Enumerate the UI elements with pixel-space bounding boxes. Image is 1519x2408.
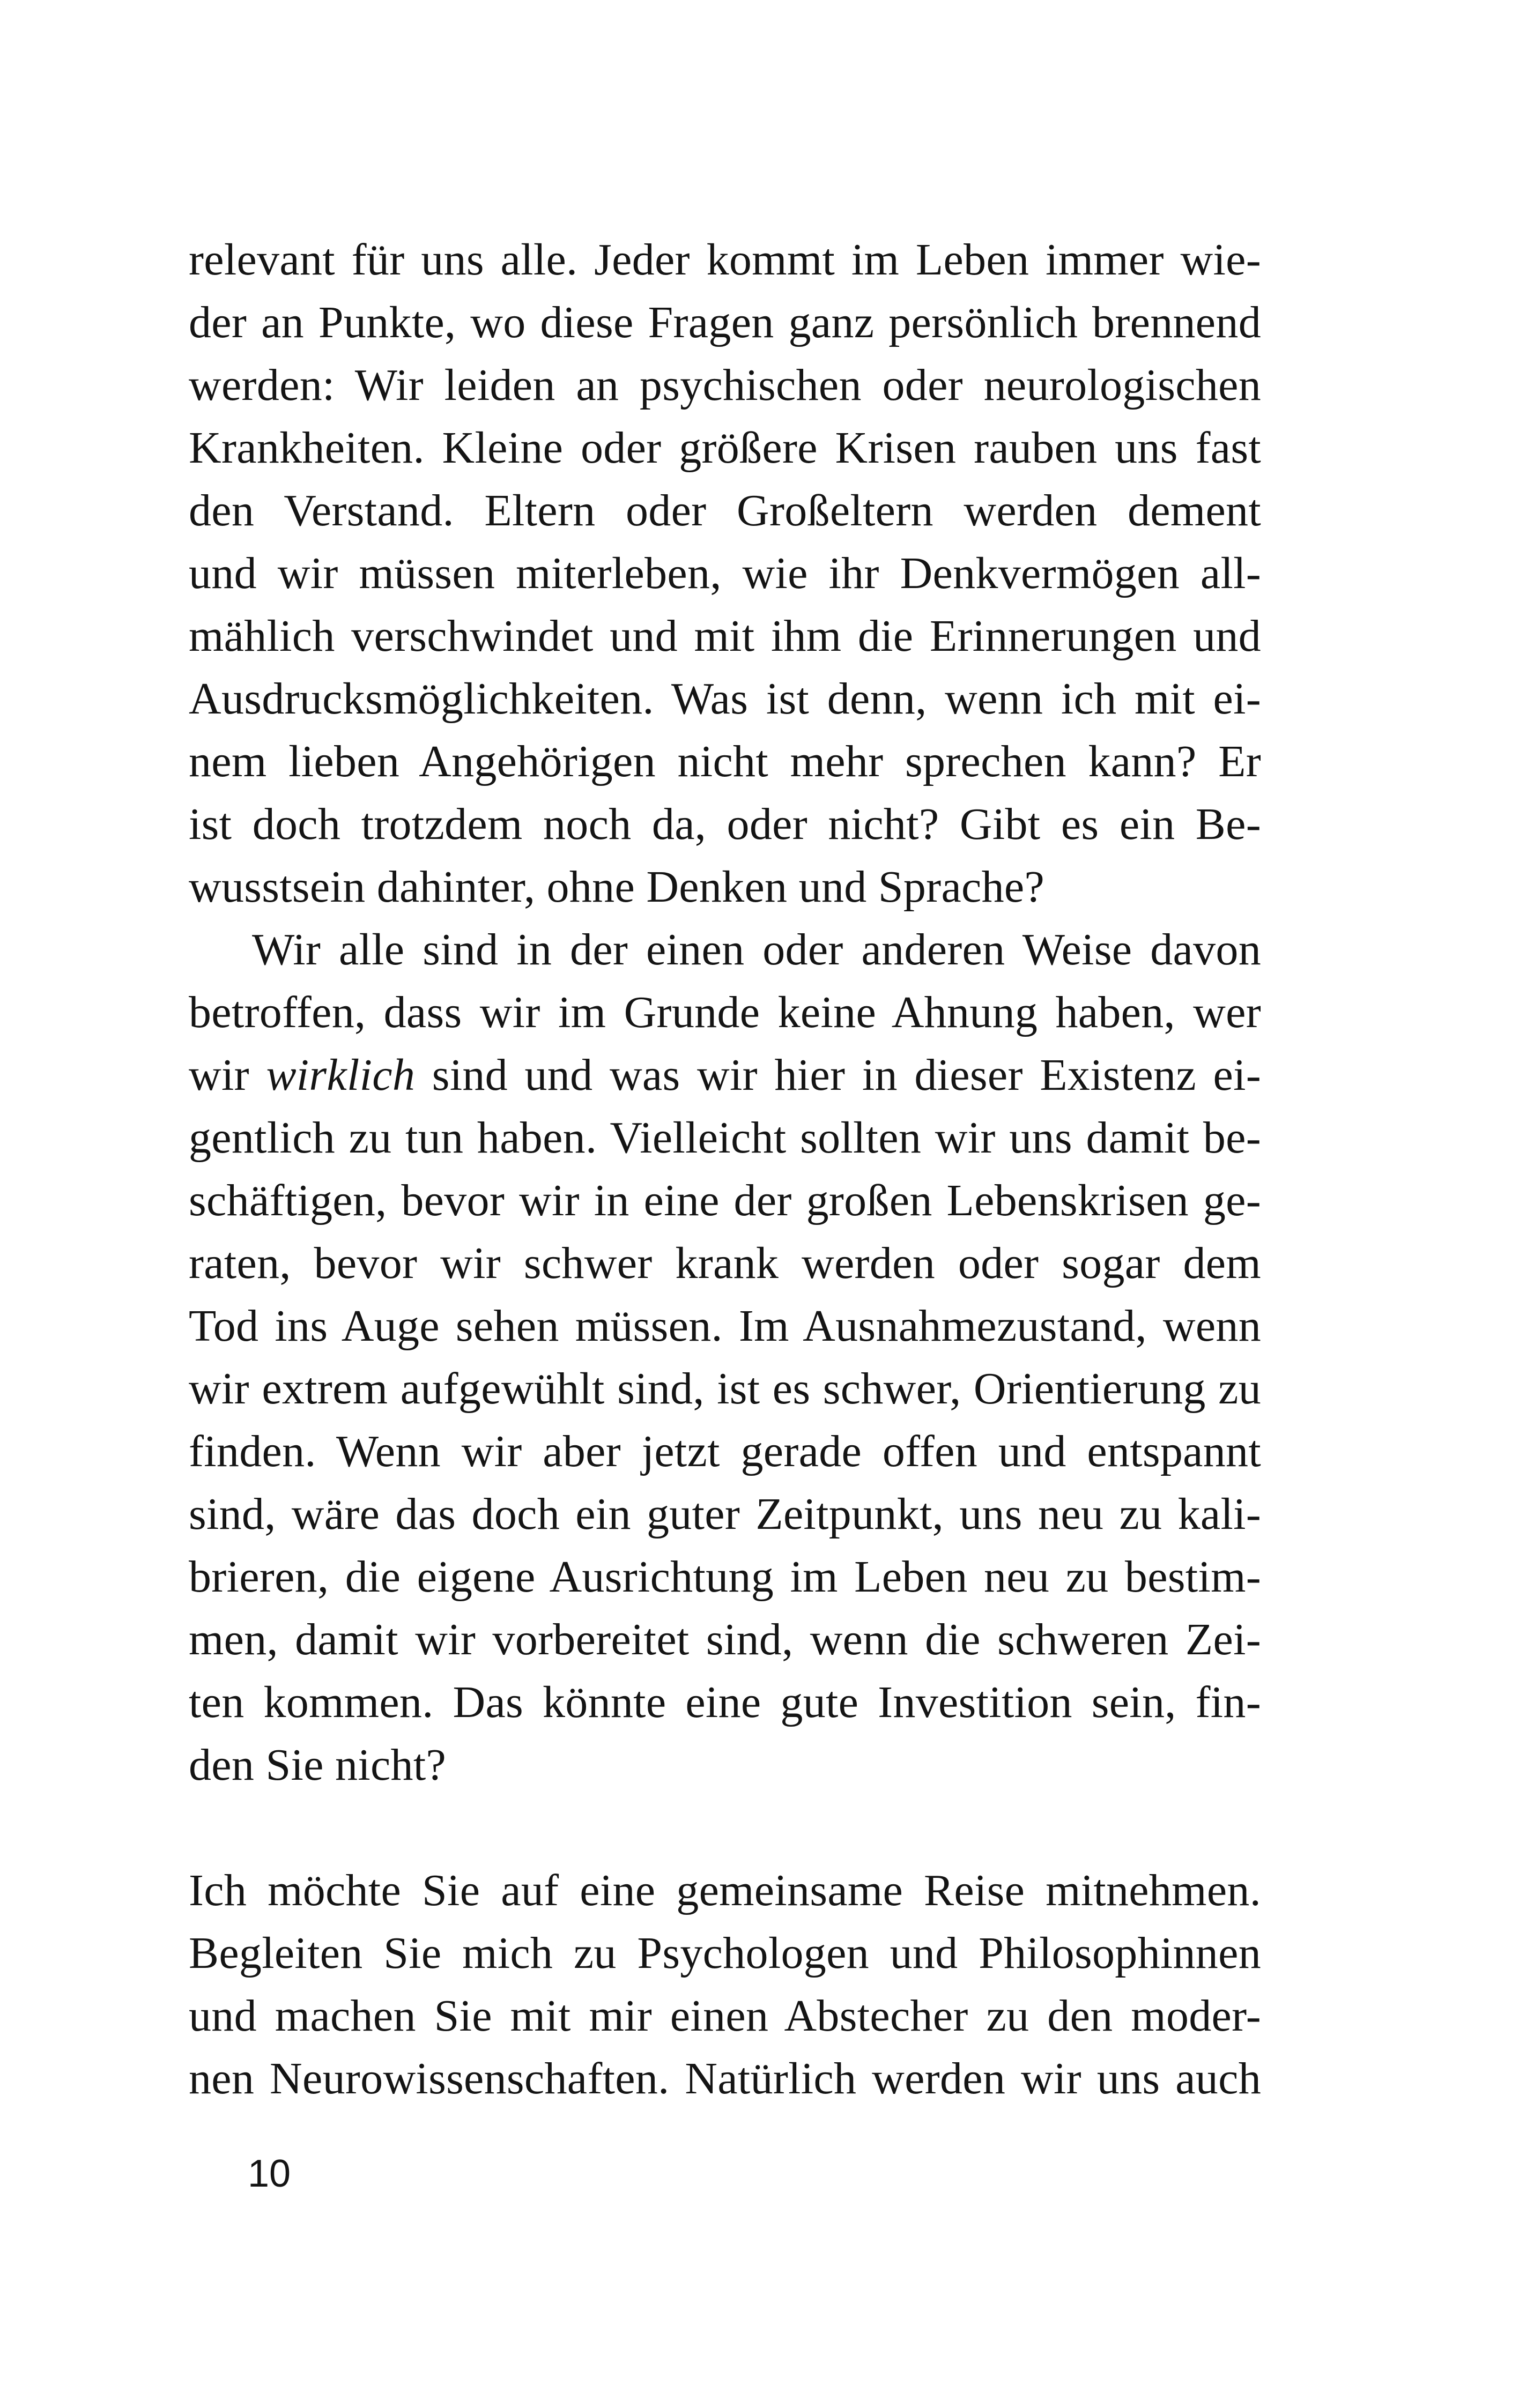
text-line: Wir alle sind in der einen oder anderen Weise davon [252, 925, 1261, 975]
paragraph-1 [189, 228, 1261, 918]
text-line: relevant für uns alle. Jeder kommt im Leben immer wie- [189, 235, 1261, 285]
text-line: den Sie nicht? [189, 1740, 447, 1790]
text-line: ist doch trotzdem noch da, oder nicht? Gibt es ein Be- [189, 799, 1261, 849]
text-line: wir extrem aufgewühlt sind, ist es schwer, Orientierung zu [189, 1364, 1261, 1414]
text-segment: sind und was wir hier in dieser Existenz ei- [415, 1050, 1261, 1100]
paragraph-2 [189, 918, 1261, 1796]
text-line: Tod ins Auge sehen müssen. Im Ausnahmezustand, wenn [189, 1301, 1261, 1351]
text-line: wusstsein dahinter, ohne Denken und Sprache? [189, 862, 1045, 912]
text-line: brieren, die eigene Ausrichtung im Leben neu zu bestim- [189, 1552, 1261, 1602]
text-line: finden. Wenn wir aber jetzt gerade offen und entspannt [189, 1426, 1261, 1476]
page-number: 10 [248, 2152, 291, 2195]
text-line: der an Punkte, wo diese Fragen ganz persönlich brennend [189, 298, 1261, 347]
text-line-with-emphasis [189, 1044, 1261, 1106]
text-line: gentlich zu tun haben. Vielleicht sollten wir uns damit be- [189, 1113, 1261, 1163]
text-line: sind, wäre das doch ein guter Zeitpunkt, uns neu zu kali- [189, 1489, 1261, 1539]
text-line: Begleiten Sie mich zu Psychologen und Philosophinnen [189, 1928, 1261, 1978]
text-line: schäftigen, bevor wir in eine der großen Lebenskrisen ge- [189, 1176, 1261, 1225]
text-line: nen Neurowissenschaften. Natürlich werden wir uns auch [189, 2054, 1261, 2104]
text-line: und machen Sie mit mir einen Abstecher zu den moder- [189, 1991, 1261, 2041]
text-line: nem lieben Angehörigen nicht mehr sprechen kann? Er [189, 737, 1261, 786]
text-line: Ausdrucksmöglichkeiten. Was ist denn, wenn ich mit ei- [189, 674, 1261, 724]
text-line: den Verstand. Eltern oder Großeltern werden dement [189, 486, 1261, 536]
text-segment: wir [189, 1050, 266, 1100]
emphasized-word: wirklich [266, 1050, 416, 1100]
text-line: men, damit wir vorbereitet sind, wenn die schweren Zei- [189, 1615, 1261, 1664]
text-line: ten kommen. Das könnte eine gute Investition sein, fin- [189, 1677, 1261, 1727]
text-line: raten, bevor wir schwer krank werden oder sogar dem [189, 1238, 1261, 1288]
text-line: mählich verschwindet und mit ihm die Erinnerungen und [189, 611, 1261, 661]
text-line: Krankheiten. Kleine oder größere Krisen rauben uns fast [189, 423, 1261, 473]
text-line: betroffen, dass wir im Grunde keine Ahnung haben, wer [189, 987, 1261, 1037]
text-line: werden: Wir leiden an psychischen oder neurologischen [189, 360, 1261, 410]
paragraph-3 [189, 1859, 1261, 2110]
text-line: Ich möchte Sie auf eine gemeinsame Reise mitnehmen. [189, 1866, 1261, 1915]
text-line: und wir müssen miterleben, wie ihr Denkvermögen all- [189, 548, 1261, 598]
